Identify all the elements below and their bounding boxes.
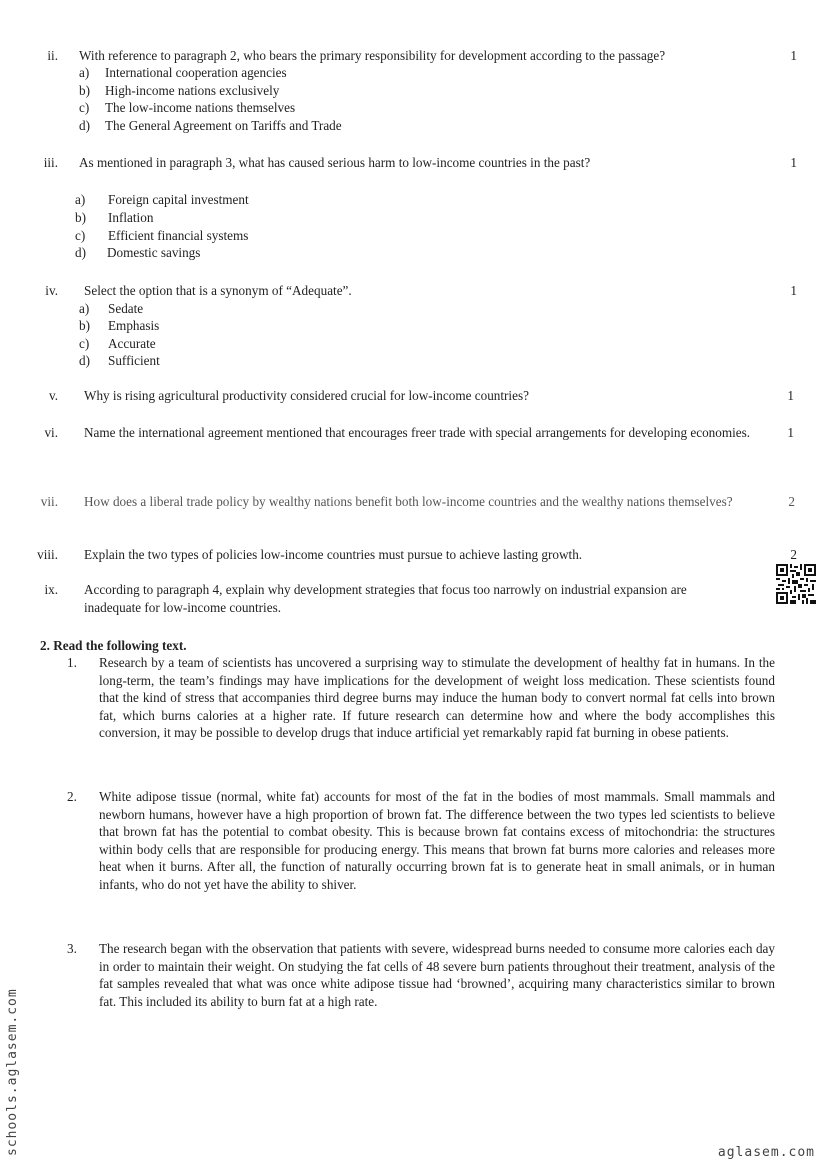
- paragraph-text: The research began with the observation that patients with severe, widespread burns needed to consume more calories each day in order to maintain their weight. On studying the fat cells of 48 severe burn patients throughout their treatment, analysis of the fat samples revealed that what was once white adipose tissue had ‘browned’, acquiring many characteristics similar to brown fat. This included its ability to burn fat at a high rate.: [99, 941, 775, 1009]
- question-number: iv.: [45, 283, 58, 298]
- question-marks: 2: [788, 494, 795, 509]
- option-c: c) Accurate: [79, 336, 156, 351]
- question-number: ii.: [47, 48, 58, 63]
- question-text: As mentioned in paragraph 3, what has caused serious harm to low-income countries in the past?: [79, 155, 591, 170]
- question-text: Why is rising agricultural productivity considered crucial for low-income countries?: [84, 388, 529, 403]
- question-marks: 1: [790, 155, 797, 170]
- option-b: b) Emphasis: [79, 318, 160, 333]
- question-text: How does a liberal trade policy by wealthy nations benefit both low-income countries and the wealthy nations themselves?: [84, 494, 733, 509]
- question-number: viii.: [37, 547, 58, 562]
- paragraph-number: 3.: [67, 941, 77, 956]
- option-b: b) Inflation: [75, 210, 154, 225]
- question-number: vii.: [40, 494, 58, 509]
- option-d: d) The General Agreement on Tariffs and Trade: [79, 118, 342, 133]
- question-number: vi.: [44, 425, 58, 440]
- option-a: a) International cooperation agencies: [79, 65, 287, 80]
- footer-watermark: aglasem.com: [717, 1145, 815, 1160]
- option-d: d) Sufficient: [79, 353, 160, 368]
- option-a: a) Sedate: [79, 301, 144, 316]
- section-heading: 2. Read the following text.: [40, 638, 187, 653]
- question-text: Name the international agreement mentioned that encourages freer trade with special arrangements for developing economies.: [84, 425, 751, 440]
- option-a: a) Foreign capital investment: [75, 192, 249, 207]
- question-number: iii.: [43, 155, 58, 170]
- qr-code-icon: [776, 564, 816, 604]
- question-marks: 1: [790, 48, 797, 63]
- question-text: Explain the two types of policies low-income countries must pursue to achieve lasting growth.: [84, 547, 583, 562]
- option-d: d) Domestic savings: [75, 245, 201, 260]
- option-c: c) The low-income nations themselves: [79, 100, 296, 115]
- option-b: b) High-income nations exclusively: [79, 83, 280, 98]
- side-watermark: schools.aglasem.com: [5, 988, 20, 1156]
- paragraph-number: 2.: [67, 789, 77, 804]
- question-marks: 1: [790, 283, 797, 298]
- question-text: According to paragraph 4, explain why development strategies that focus too narrowly on industrial expansion are inadequate for low-income countries.: [84, 582, 687, 615]
- option-c: c) Efficient financial systems: [75, 228, 249, 243]
- question-text: With reference to paragraph 2, who bears the primary responsibility for development according to the passage?: [79, 48, 666, 63]
- question-marks: 1: [787, 388, 794, 403]
- question-marks: 1: [787, 425, 794, 440]
- question-number: v.: [48, 388, 58, 403]
- question-number: ix.: [44, 582, 58, 597]
- question-marks: 2: [790, 547, 797, 562]
- paragraph-text: Research by a team of scientists has uncovered a surprising way to stimulate the development of healthy fat in humans. In the long-term, the team’s findings may have implications for the development of weight loss medication. These scientists found that the kind of stress that accompanies third degree burns may induce the human body to convert normal fat cells into brown fat, which burns calories at a higher rate. If future research can determine how and where the body accomplishes this conversion, it may be possible to develop drugs that induce artificial yet remarkably rapid fat burning in obese patients.: [99, 655, 775, 740]
- paragraph-number: 1.: [67, 655, 77, 670]
- paragraph-text: White adipose tissue (normal, white fat) accounts for most of the fat in the bodies of most mammals. Small mammals and newborn humans, however have a high proportion of brown fat. The difference between the two types led scientists to believe that brown fat has the potential to combat obesity. This is because brown fat contains excess of mitochondria: the structures within body cells that are responsible for producing energy. This means that brown fat burns more calories and releases more heat when it burns. After all, the function of naturally occurring brown fat is to generate heat in small animals, or in human infants, who do not yet have the ability to shiver.: [99, 789, 775, 892]
- question-text: Select the option that is a synonym of “Adequate”.: [84, 283, 352, 298]
